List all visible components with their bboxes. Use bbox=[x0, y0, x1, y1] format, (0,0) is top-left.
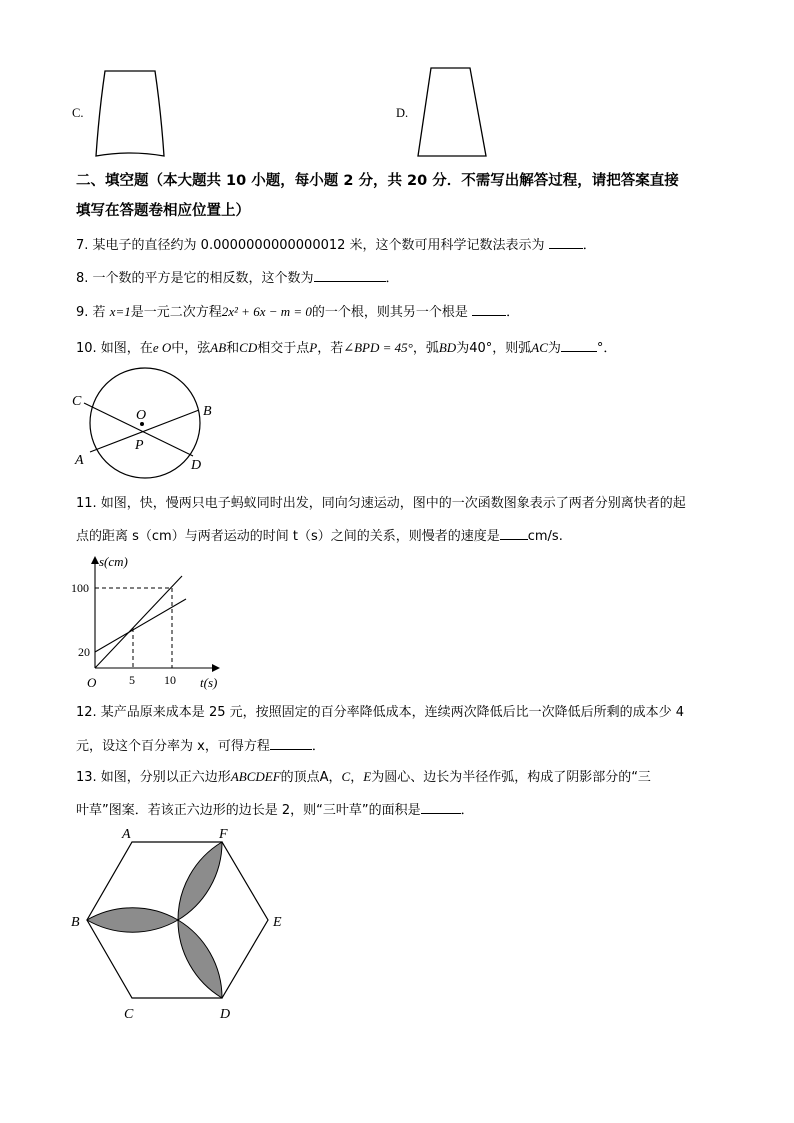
option-d-label: D. bbox=[396, 106, 409, 120]
question-9: 9. 若 x=1是一元二次方程2x² + 6x − m = 0的一个根，则其另一个根是 ． bbox=[76, 301, 519, 323]
answer-blank[interactable] bbox=[421, 799, 461, 814]
label-b: B bbox=[203, 404, 212, 419]
y-tick-100: 100 bbox=[71, 581, 89, 595]
question-13-line1: 13. 如图，分别以正六边形ABCDEF的顶点A，C，E为圆心、边长为半径作弧，构成了阴影部分的“三 bbox=[76, 769, 651, 785]
q13-hexagon-figure bbox=[66, 822, 296, 1026]
option-c-label: C. bbox=[72, 106, 84, 120]
question-8: 8. 一个数的平方是它的相反数，这个数为 ． bbox=[76, 267, 399, 289]
answer-blank[interactable] bbox=[561, 337, 597, 352]
answer-blank[interactable] bbox=[549, 234, 583, 249]
label-a: A bbox=[75, 453, 84, 468]
label-b: B bbox=[71, 915, 80, 930]
label-o: O bbox=[136, 408, 147, 423]
origin-label: O bbox=[87, 675, 97, 690]
y-axis-label: s(cm) bbox=[99, 554, 128, 569]
leaf-bottom bbox=[178, 920, 222, 998]
answer-blank[interactable] bbox=[500, 525, 528, 540]
label-c: C bbox=[124, 1007, 134, 1022]
label-d: D bbox=[220, 1007, 231, 1022]
answer-blank[interactable] bbox=[270, 735, 312, 750]
label-f: F bbox=[219, 827, 228, 842]
x-axis-arrow-icon bbox=[212, 664, 220, 672]
x-tick-5: 5 bbox=[129, 673, 135, 687]
x-tick-10: 10 bbox=[164, 673, 176, 687]
answer-blank[interactable] bbox=[472, 301, 506, 316]
question-12-line2: 元，设这个百分率为 x，可得方程 ． bbox=[76, 735, 325, 757]
x-axis-label: t(s) bbox=[200, 675, 218, 690]
option-d-figure bbox=[412, 64, 492, 160]
fast-line bbox=[95, 576, 182, 668]
label-d: D bbox=[191, 458, 202, 473]
q10-circle-figure bbox=[66, 360, 226, 480]
question-12-line1: 12. 某产品原来成本是 25 元，按照固定的百分率降低成本，连续两次降低后比一次降低后所剩的成本少 4 bbox=[76, 705, 685, 720]
question-11-line1: 11. 如图，快，慢两只电子蚂蚁同时出发，同向匀速运动，图中的一次函数图象表示了两者分别离快者的起 bbox=[76, 496, 686, 511]
circle-o bbox=[90, 368, 200, 478]
question-11-line2: 点的距离 s（cm）与两者运动的时间 t（s）之间的关系，则慢者的速度是 cm/s. bbox=[76, 525, 563, 547]
y-tick-20: 20 bbox=[78, 645, 90, 659]
label-a: A bbox=[122, 827, 131, 842]
answer-blank[interactable] bbox=[314, 267, 386, 282]
leaf-left bbox=[87, 908, 178, 932]
label-c: C bbox=[72, 394, 82, 409]
section-heading-line1: 二、填空题（本大题共 10 小题，每小题 2 分，共 20 分．不需写出解答过程，请把答案直接 bbox=[76, 173, 679, 189]
question-10: 10. 如图，在e O中，弦AB和CD相交于点P，若∠BPD = 45°，弧BD为40°，则弧AC为 °． bbox=[76, 337, 616, 359]
leaf-top bbox=[178, 842, 222, 920]
label-p: P bbox=[135, 438, 144, 453]
question-7: 7. 某电子的直径约为 0.0000000000000012 米，这个数可用科学记数法表示为 ． bbox=[76, 234, 596, 256]
q11-graph-figure bbox=[70, 548, 230, 694]
label-e: E bbox=[273, 915, 282, 930]
option-c-figure bbox=[88, 66, 172, 160]
section-heading-line2: 填写在答题卷相应位置上） bbox=[76, 203, 250, 219]
question-13-line2: 叶草”图案．若该正六边形的边长是 2，则“三叶草”的面积是 ． bbox=[76, 799, 474, 821]
y-axis-arrow-icon bbox=[91, 556, 99, 564]
